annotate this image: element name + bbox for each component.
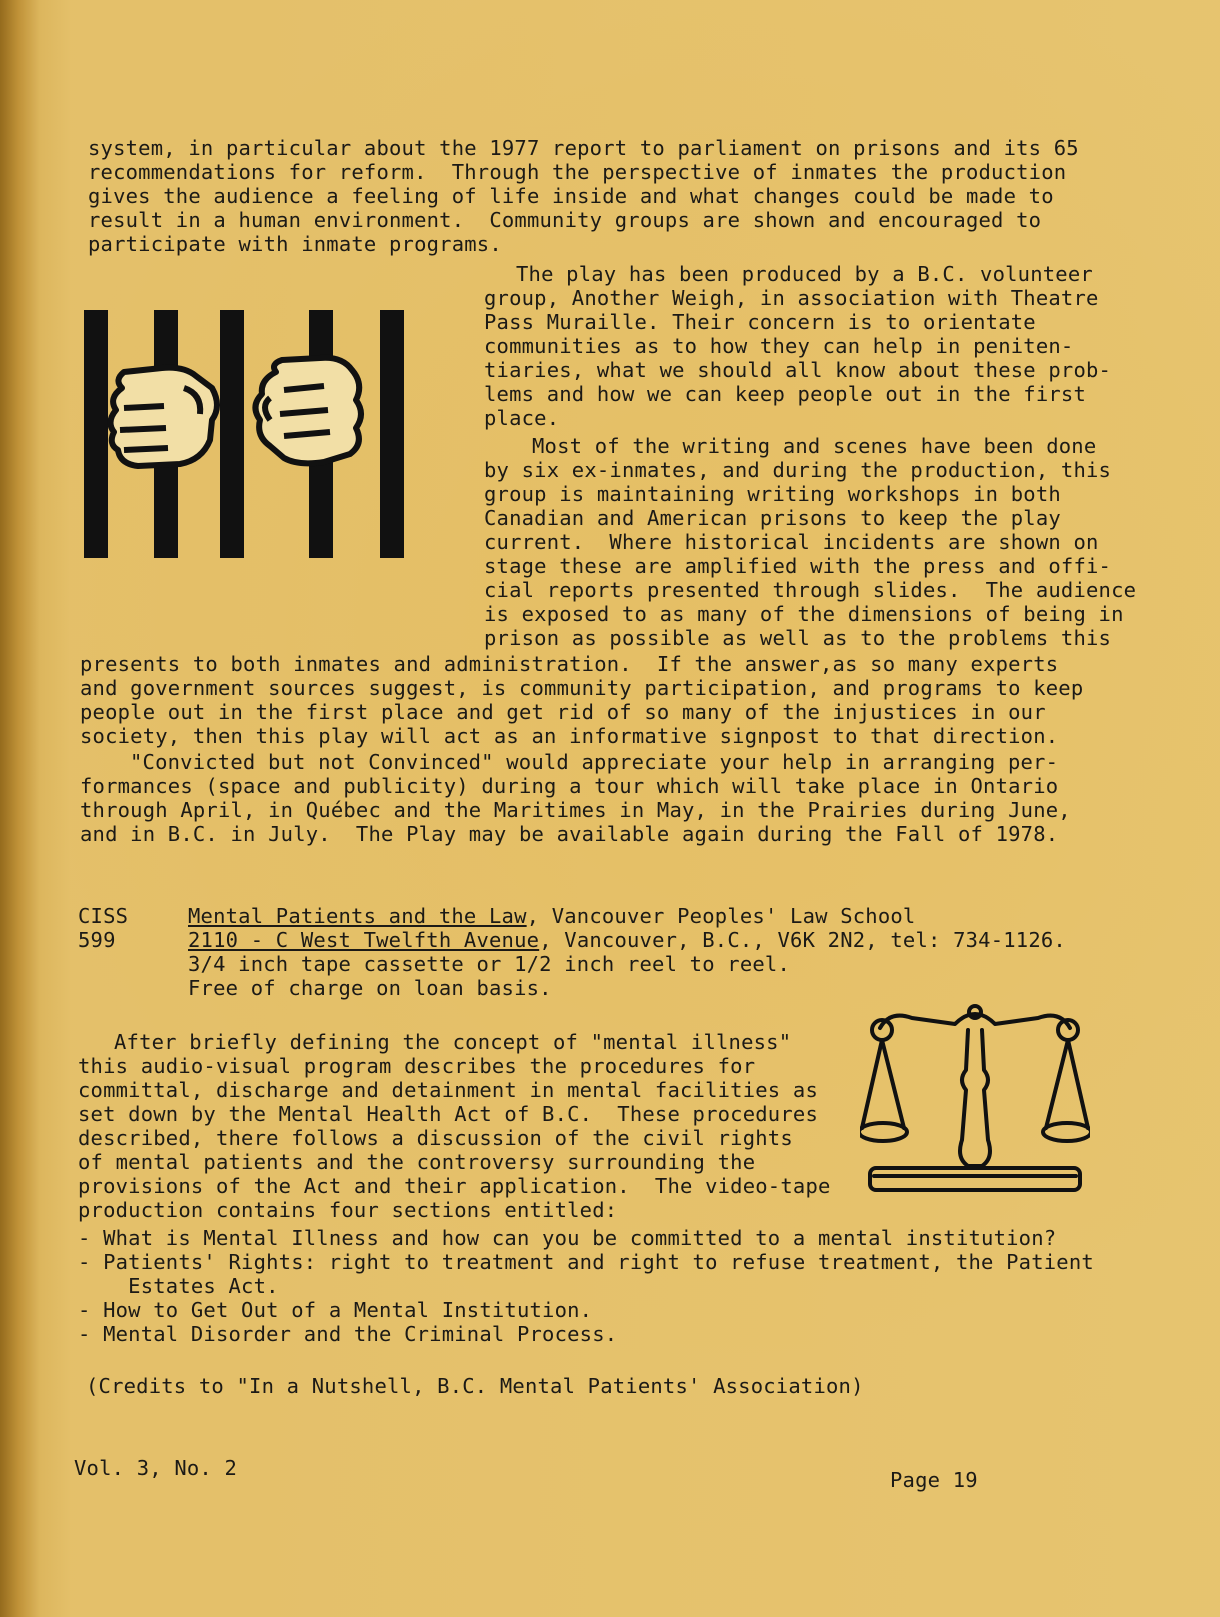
list-item: - What is Mental Illness and how can you be committed to a mental institution? (78, 1226, 1057, 1250)
text-line: communities as to how they can help in peniten- (484, 334, 1074, 358)
text-line: stage these are amplified with the press and offi- (484, 554, 1112, 578)
text-line: The play has been produced by a B.C. volunteer (516, 262, 1093, 286)
text-line: this audio-visual program describes the procedures for (78, 1054, 756, 1078)
credits: (Credits to "In a Nutshell, B.C. Mental Patients' Association) (86, 1374, 864, 1398)
text-line: described, there follows a discussion of the civil rights (78, 1126, 793, 1150)
bar (220, 310, 244, 558)
scales-of-justice-illustration (860, 1000, 1090, 1205)
text-line: gives the audience a feeling of life inside and what changes could be made to (88, 184, 1054, 208)
entry-terms: Free of charge on loan basis. (188, 976, 552, 1000)
entry-title: Mental Patients and the Law (188, 904, 527, 928)
text-line: cial reports presented through slides. The audience (484, 578, 1137, 602)
text-line: tiaries, what we should all know about these prob- (484, 358, 1112, 382)
text-line: presents to both inmates and administration. If the answer,as so many experts (80, 652, 1059, 676)
text-line: system, in particular about the 1977 report to parliament on prisons and its 65 (88, 136, 1079, 160)
text-line: participate with inmate programs. (88, 232, 502, 256)
list-item: - How to Get Out of a Mental Institution. (78, 1298, 593, 1322)
fist-icon (110, 368, 217, 466)
entry-publisher: , Vancouver Peoples' Law School (526, 904, 916, 928)
text-line: provisions of the Act and their application. The video-tape (78, 1174, 831, 1198)
text-line: production contains four sections entitled: (78, 1198, 618, 1222)
text-line: is exposed to as many of the dimensions of being in (484, 602, 1124, 626)
text-line: committal, discharge and detainment in mental facilities as (78, 1078, 818, 1102)
bar (84, 310, 108, 558)
list-item: Estates Act. (78, 1274, 279, 1298)
page-number: Page 19 (890, 1468, 978, 1492)
text-line: and in B.C. in July. The Play may be available again during the Fall of 1978. (80, 822, 1059, 846)
text-line: group is maintaining writing workshops in both (484, 482, 1061, 506)
text-line: Pass Muraille. Their concern is to orientate (484, 310, 1036, 334)
text-line: prison as possible as well as to the problems this (484, 626, 1112, 650)
prison-bars-illustration (84, 310, 424, 560)
text-line: Canadian and American prisons to keep the play (484, 506, 1061, 530)
list-item: - Mental Disorder and the Criminal Process. (78, 1322, 618, 1346)
text-line: lems and how we can keep people out in the first (484, 382, 1087, 406)
text-line: through April, in Québec and the Maritimes in May, in the Prairies during June, (80, 798, 1071, 822)
text-line: formances (space and publicity) during a tour which will take place in Ontario (80, 774, 1059, 798)
text-line: group, Another Weigh, in association with Theatre (484, 286, 1099, 310)
entry-address-rest: , Vancouver, B.C., V6K 2N2, tel: 734-1126. (539, 928, 1066, 952)
entry-title-line (188, 904, 915, 928)
text-line: and government sources suggest, is community participation, and programs to keep (80, 676, 1084, 700)
list-item: - Patients' Rights: right to treatment and right to refuse treatment, the Patient (78, 1250, 1094, 1274)
text-line: set down by the Mental Health Act of B.C. These procedures (78, 1102, 818, 1126)
text-line: current. Where historical incidents are shown on (484, 530, 1099, 554)
entry-address-line (188, 928, 1066, 952)
text-line: After briefly defining the concept of "mental illness" (114, 1030, 792, 1054)
text-line: place. (484, 406, 560, 430)
text-line: Most of the writing and scenes have been done (532, 434, 1097, 458)
text-line: result in a human environment. Community groups are shown and encouraged to (88, 208, 1042, 232)
text-line: by six ex-inmates, and during the production, this (484, 458, 1112, 482)
entry-address: 2110 - C West Twelfth Avenue (188, 928, 540, 952)
fist-icon (255, 358, 361, 464)
entry-code: CISS (78, 904, 129, 928)
volume-number: Vol. 3, No. 2 (74, 1456, 238, 1480)
text-line: of mental patients and the controversy surrounding the (78, 1150, 756, 1174)
bar (380, 310, 404, 558)
entry-format: 3/4 inch tape cassette or 1/2 inch reel to reel. (188, 952, 791, 976)
text-line: people out in the first place and get rid of so many of the injustices in our (80, 700, 1046, 724)
entry-code: 599 (78, 928, 116, 952)
text-line: society, then this play will act as an informative signpost to that direction. (80, 724, 1059, 748)
text-line: recommendations for reform. Through the perspective of inmates the production (88, 160, 1067, 184)
text-line: "Convicted but not Convinced" would appreciate your help in arranging per- (130, 750, 1059, 774)
